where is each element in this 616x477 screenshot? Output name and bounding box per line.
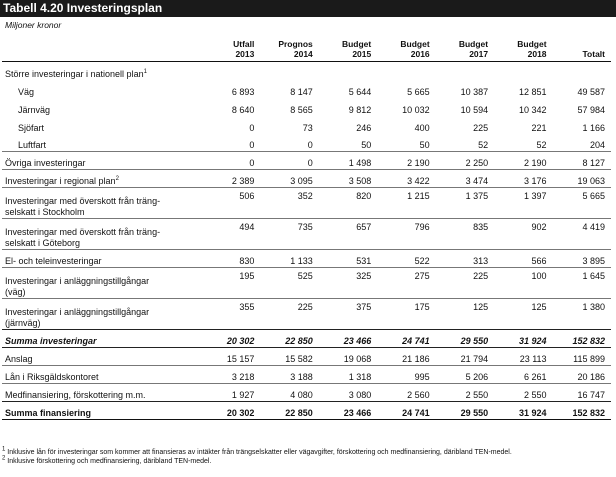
table-cell: 21 794: [436, 348, 494, 366]
table-row: [2, 170, 611, 188]
table-cell: 8 565: [290, 104, 313, 115]
table-cell: 10 342: [519, 104, 547, 115]
row-label: Investeringar med överskott från träng- selskatt i Stockholm: [2, 188, 202, 219]
table-cell: 1 380: [553, 299, 611, 330]
row-label: Luftfart: [18, 140, 47, 150]
table-row: [2, 152, 611, 170]
table-row-total: [2, 330, 611, 348]
column-header: Budget 2015: [319, 34, 377, 62]
table-cell: 2 389: [202, 170, 260, 188]
table-cell: 23 113: [494, 348, 552, 366]
table-cell: 1 645: [553, 268, 611, 299]
table-row: [2, 134, 611, 152]
table-cell: [319, 62, 377, 80]
table-cell: 19 068: [319, 348, 377, 366]
table-cell: 9 812: [348, 104, 372, 115]
table-cell: 225: [473, 122, 489, 133]
table-cell: 3 895: [553, 250, 611, 268]
table-cell: 6 893: [231, 86, 255, 97]
table-cell: 20 302: [202, 330, 260, 348]
table-cell: 50: [361, 140, 372, 150]
table-cell: 566: [494, 250, 552, 268]
header-row: [2, 34, 611, 62]
table-cell: 175: [377, 299, 435, 330]
table-cell: 29 550: [436, 330, 494, 348]
table-cell: 735: [260, 219, 318, 250]
table-cell: 4 419: [553, 219, 611, 250]
row-label: Större investeringar i nationell plan$^1$: [5, 68, 147, 79]
table-cell: 796: [377, 219, 435, 250]
table-cell: 2 550: [494, 384, 552, 402]
column-header: Budget 2017: [436, 34, 494, 62]
table-cell: 15 582: [260, 348, 318, 366]
table-cell: 20 186: [553, 366, 611, 384]
table-cell: 22 850: [260, 402, 318, 420]
table-cell: 20 302: [202, 402, 260, 420]
table-cell: 835: [436, 219, 494, 250]
table-cell: 195: [202, 268, 260, 299]
table-cell: 0: [249, 122, 255, 133]
row-label: Väg: [18, 86, 35, 97]
row-label: Investeringar med överskott från träng- selskatt i Göteborg: [2, 219, 202, 250]
table-cell: 2 190: [494, 152, 552, 170]
table-cell: 313: [436, 250, 494, 268]
table-cell: 21 186: [377, 348, 435, 366]
table-cell: 830: [202, 250, 260, 268]
table-cell: 50: [419, 140, 430, 150]
table-row: [2, 219, 611, 250]
table-cell: 2 560: [377, 384, 435, 402]
table-row: [2, 250, 611, 268]
table-title: Tabell 4.20 Investeringsplan: [0, 0, 616, 17]
table-cell: 246: [356, 122, 372, 133]
table-row: [2, 62, 611, 80]
row-label: Järnväg: [18, 104, 51, 115]
table-cell: 31 924: [494, 402, 552, 420]
table-row: [2, 98, 611, 116]
table-cell: 494: [202, 219, 260, 250]
table-cell: 16 747: [553, 384, 611, 402]
table-cell: 1 397: [494, 188, 552, 219]
table-cell: 24 741: [377, 402, 435, 420]
table-cell: 352: [260, 188, 318, 219]
table-cell: 657: [319, 219, 377, 250]
table-cell: 5 206: [436, 366, 494, 384]
table-cell: 3 474: [436, 170, 494, 188]
row-label: Sjöfart: [18, 122, 45, 133]
row-label: Investeringar i anläggningstillgångar (järnväg): [2, 299, 202, 330]
row-label: Summa investeringar: [2, 330, 202, 348]
row-label: Investeringar i anläggningstillgångar (väg): [2, 268, 202, 299]
footnote: $^2$ Inklusive förskottering och medfinansiering, däribland TEN-medel.: [2, 455, 212, 465]
table-cell: 23 466: [319, 330, 377, 348]
table-cell: [494, 62, 552, 80]
table-cell: 0: [249, 140, 255, 150]
table-cell: 10 594: [460, 104, 489, 115]
column-header: Utfall 2013: [202, 34, 260, 62]
table-cell: 225: [436, 268, 494, 299]
table-cell: 995: [377, 366, 435, 384]
table-cell: 1 375: [436, 188, 494, 219]
table-cell: [436, 62, 494, 80]
table-cell: 23 466: [319, 402, 377, 420]
table-cell: 15 157: [202, 348, 260, 366]
table-cell: 5 644: [348, 86, 372, 97]
table-cell: 1 927: [202, 384, 260, 402]
table-cell: 52: [478, 140, 489, 150]
table-cell: 531: [319, 250, 377, 268]
table-row-total: [2, 402, 611, 420]
footnotes: [2, 446, 614, 466]
table-cell: 10 387: [460, 86, 489, 97]
table-cell: 3 508: [319, 170, 377, 188]
table-cell: 2 550: [436, 384, 494, 402]
table-cell: 275: [377, 268, 435, 299]
table-row: [2, 384, 611, 402]
table-cell: 5 665: [407, 86, 430, 97]
table-row: [2, 116, 611, 134]
table-cell: 525: [260, 268, 318, 299]
table-cell: 19 063: [553, 170, 611, 188]
table-cell: 115 899: [553, 348, 611, 366]
table-cell: 3 188: [260, 366, 318, 384]
table-cell: 0: [202, 152, 260, 170]
row-label: Investeringar i regional plan$^2$: [2, 170, 202, 188]
table-row: [2, 366, 611, 384]
table-row: [2, 188, 611, 219]
table-cell: 1 215: [377, 188, 435, 219]
table-cell: 400: [414, 122, 430, 133]
table-cell: [260, 62, 318, 80]
table-cell: 8 127: [553, 152, 611, 170]
row-label: Lån i Riksgäldskontoret: [2, 366, 202, 384]
table-cell: 0: [260, 152, 318, 170]
table-cell: 204: [589, 140, 605, 150]
table-cell: [377, 62, 435, 80]
table-cell: 8 640: [231, 104, 255, 115]
table-cell: 24 741: [377, 330, 435, 348]
table-cell: 0: [307, 140, 313, 150]
table-cell: 3 080: [319, 384, 377, 402]
table-cell: 125: [436, 299, 494, 330]
table-cell: 902: [494, 219, 552, 250]
table-cell: 1 133: [260, 250, 318, 268]
table-cell: 8 147: [290, 86, 313, 97]
table-cell: 1 166: [582, 122, 605, 133]
table-cell: 125: [494, 299, 552, 330]
table-cell: 3 176: [494, 170, 552, 188]
table-cell: [553, 62, 611, 80]
table-row: [2, 348, 611, 366]
row-label: Summa finansiering: [2, 402, 202, 420]
table-cell: 12 851: [519, 86, 547, 97]
table-cell: 5 665: [553, 188, 611, 219]
table-cell: 22 850: [260, 330, 318, 348]
investment-plan-table: [2, 34, 611, 420]
table-cell: 31 924: [494, 330, 552, 348]
table-cell: 1 498: [319, 152, 377, 170]
table-cell: 506: [202, 188, 260, 219]
table-cell: 100: [494, 268, 552, 299]
row-label: Övriga investeringar: [2, 152, 202, 170]
footnote: $^1$ Inklusive lån för investeringar som kommer att finansieras av intäkter från trängselskatter eller vägavgifter, förskottering och medfinansiering, däribland TEN-medel.: [2, 446, 512, 456]
table-cell: 221: [531, 122, 547, 133]
row-label: Anslag: [2, 348, 202, 366]
table-cell: 2 190: [377, 152, 435, 170]
table-cell: 3 095: [260, 170, 318, 188]
table-cell: 2 250: [436, 152, 494, 170]
table-cell: 3 218: [202, 366, 260, 384]
table-cell: 6 261: [494, 366, 552, 384]
table-cell: 355: [202, 299, 260, 330]
table-cell: 375: [319, 299, 377, 330]
table-cell: [202, 62, 260, 80]
row-label: El- och teleinvesteringar: [2, 250, 202, 268]
table-row: [2, 80, 611, 98]
table-cell: 29 550: [436, 402, 494, 420]
column-header: Budget 2016: [377, 34, 435, 62]
header-label-cell: [2, 34, 202, 62]
table-cell: 152 832: [553, 402, 611, 420]
table-cell: 820: [319, 188, 377, 219]
table-cell: 3 422: [377, 170, 435, 188]
column-header: Totalt: [553, 34, 611, 62]
row-label: Medfinansiering, förskottering m.m.: [2, 384, 202, 402]
table-subtitle: Miljoner kronor: [5, 20, 62, 30]
table-cell: 57 984: [577, 104, 605, 115]
table-cell: 1 318: [319, 366, 377, 384]
table-cell: 225: [260, 299, 318, 330]
table-cell: 152 832: [553, 330, 611, 348]
table-row: [2, 299, 611, 330]
table-row: [2, 268, 611, 299]
table-cell: 52: [536, 140, 547, 150]
table-cell: 10 032: [402, 104, 430, 115]
column-header: Budget 2018: [494, 34, 552, 62]
table-cell: 49 587: [577, 86, 605, 97]
table-cell: 522: [377, 250, 435, 268]
table-cell: 325: [319, 268, 377, 299]
table-cell: 73: [302, 122, 313, 133]
column-header: Prognos 2014: [260, 34, 318, 62]
table-cell: 4 080: [260, 384, 318, 402]
